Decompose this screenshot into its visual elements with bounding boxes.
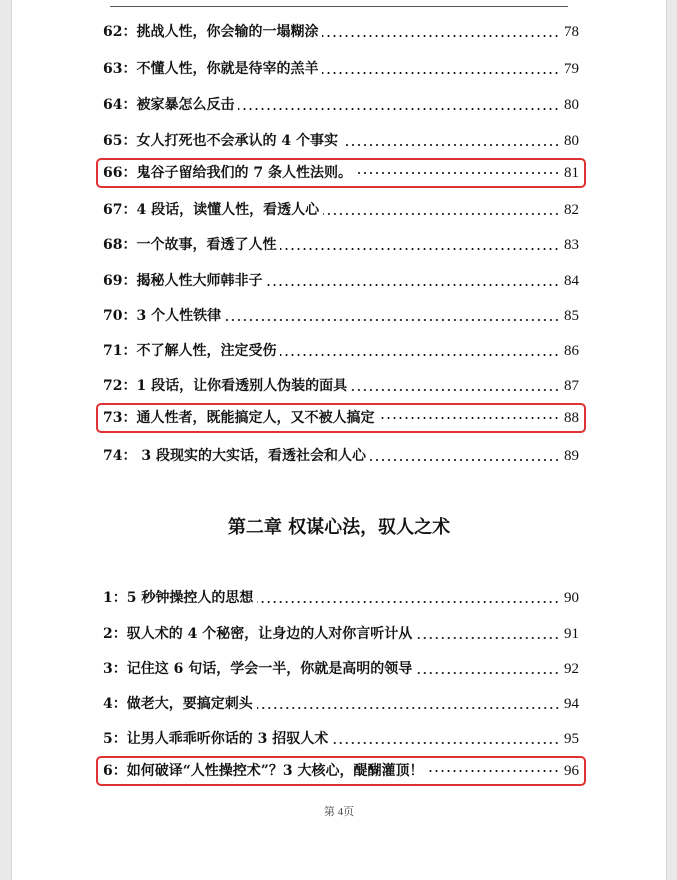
toc-entry[interactable] [103,691,579,713]
toc-entry-page-number: 81 [564,165,579,181]
toc-entry-page-number: 85 [564,308,579,324]
dot-leader [378,417,560,419]
dot-leader [351,389,560,391]
dot-leader [225,319,560,321]
toc-entry[interactable] [103,443,579,465]
toc-entry-page-number: 80 [564,97,579,113]
document-page [11,0,667,880]
toc-entry-title: 65：女人打死也不会承认的 4 个事实 [103,133,338,149]
toc-entry-title: 72：1 段话，让你看透别人伪装的面具 [103,378,348,394]
toc-entry[interactable] [103,56,579,78]
toc-entry[interactable] [98,758,584,784]
dot-leader [257,707,560,709]
toc-entry-title: 4：做老大，要搞定刺头 [103,696,253,712]
dot-leader [342,144,560,146]
toc-entry[interactable] [103,19,579,41]
toc-entry-page-number: 96 [564,763,579,779]
toc-entry-page-number: 91 [564,626,579,642]
toc-entry[interactable] [103,585,579,607]
dot-leader [322,35,560,37]
toc-entry-page-number: 82 [564,202,579,218]
chapter-heading: 第二章 权谋心法，驭人之术 [227,517,451,538]
dot-leader [332,742,560,744]
toc-entry-title: 74： 3 段现实的大实话，看透社会和人心 [103,448,366,464]
toc-entry-page-number: 88 [564,410,579,426]
dot-leader [427,770,560,772]
toc-entry[interactable] [98,405,584,431]
page-footer: 第 4页 [323,806,355,818]
toc-entry[interactable] [103,726,579,748]
dot-leader [416,672,560,674]
toc-entry-title: 68：一个故事，看透了人性 [103,237,277,253]
toc-entry[interactable] [103,656,579,678]
toc-entry[interactable] [103,232,579,254]
toc-entry[interactable] [103,303,579,325]
toc-entry[interactable] [103,92,579,114]
toc-entry[interactable] [103,373,579,395]
toc-entry[interactable] [103,128,579,150]
toc-entry-page-number: 89 [564,448,579,464]
toc-entry[interactable] [103,338,579,360]
dot-leader [322,72,560,74]
toc-entry-title: 62：挑战人性，你会输的一塌糊涂 [103,24,319,40]
dot-leader [323,213,560,215]
toc-entry-title: 64：被家暴怎么反击 [103,97,235,113]
toc-entry-page-number: 78 [564,24,579,40]
top-rule [110,6,568,7]
toc-entry-page-number: 95 [564,731,579,747]
toc-entry-page-number: 92 [564,661,579,677]
dot-leader [280,248,560,250]
toc-entry-title: 3：记住这 6 句话，学会一半，你就是高明的领导 [103,661,413,677]
toc-entry-title: 67：4 段话，读懂人性，看透人心 [103,202,320,218]
toc-entry-title: 2：驭人术的 4 个秘密，让身边的人对你言听计从 [103,626,413,642]
toc-entry-page-number: 79 [564,61,579,77]
toc-entry-page-number: 87 [564,378,579,394]
dot-leader [416,637,560,639]
toc-entry-title: 1：5 秒钟操控人的思想 [103,590,254,606]
dot-leader [238,108,560,110]
toc-entry[interactable] [103,621,579,643]
toc-entry-title: 71：不了解人性，注定受伤 [103,343,277,359]
toc-entry-title: 69：揭秘人性大师韩非子 [103,273,263,289]
toc-entry-title: 66：鬼谷子留给我们的 7 条人性法则。 [103,165,352,181]
toc-entry-page-number: 94 [564,696,579,712]
toc-entry-page-number: 84 [564,273,579,289]
dot-leader [370,459,560,461]
toc-entry-title: 6：如何破译“人性操控术”？3 大核心，醍醐灌顶！ [103,763,424,779]
dot-leader [356,172,560,174]
toc-entry[interactable] [103,268,579,290]
dot-leader [257,601,560,603]
toc-entry-title: 63：不懂人性，你就是待宰的羔羊 [103,61,319,77]
toc-entry-page-number: 80 [564,133,579,149]
toc-entry[interactable] [103,197,579,219]
toc-entry[interactable] [98,160,584,186]
toc-entry-title: 70：3 个人性铁律 [103,308,222,324]
toc-entry-page-number: 90 [564,590,579,606]
toc-entry-page-number: 83 [564,237,579,253]
toc-entry-title: 73：通人性者，既能搞定人，又不被人搞定 [103,410,375,426]
dot-leader [266,284,560,286]
dot-leader [280,354,560,356]
toc-entry-title: 5：让男人乖乖听你话的 3 招驭人术 [103,731,329,747]
toc-entry-page-number: 86 [564,343,579,359]
